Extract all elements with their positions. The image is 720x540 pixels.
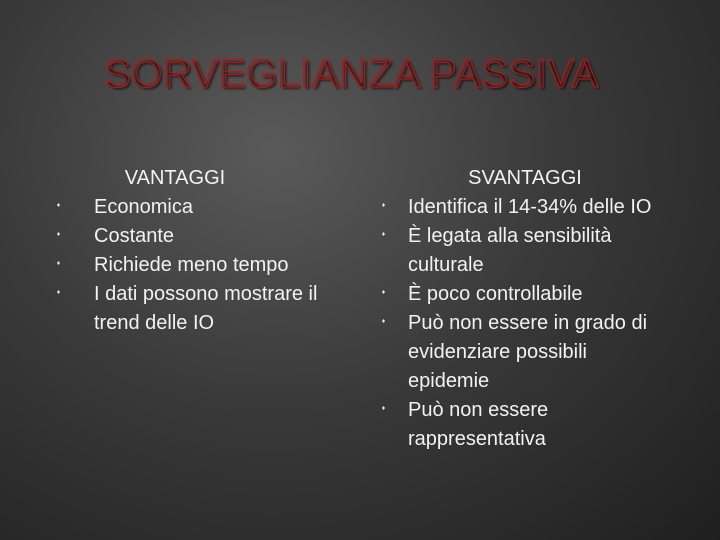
bullet-icon: [382, 232, 385, 235]
list-item: [370, 309, 660, 396]
disadvantages-column: [370, 164, 670, 454]
list-item: [52, 280, 352, 338]
advantages-column: [52, 164, 352, 338]
bullet-icon: [57, 261, 60, 264]
list-item: [52, 251, 352, 280]
bullet-icon: [382, 319, 385, 322]
bullet-icon: [382, 203, 385, 206]
slide-title: SORVEGLIANZA PASSIVA: [104, 52, 599, 96]
list-item: [52, 222, 352, 251]
list-item-text: Può non essere rappresentativa: [408, 399, 549, 450]
list-item-text: I dati possono mostrare il trend delle IO: [94, 283, 318, 334]
list-item: [370, 280, 660, 309]
list-item-text: È legata alla sensibilità culturale: [408, 225, 612, 276]
list-item-text: Costante: [94, 225, 175, 247]
disadvantages-list: [370, 193, 670, 454]
list-item-text: Identifica il 14-34% delle IO: [408, 196, 652, 218]
list-item-text: Richiede meno tempo: [94, 254, 289, 276]
list-item: [370, 222, 660, 280]
list-item-text: È poco controllabile: [408, 283, 583, 305]
list-item-text: Può non essere in grado di evidenziare possibili epidemie: [408, 312, 648, 392]
list-item: [52, 193, 352, 222]
bullet-icon: [382, 406, 385, 409]
bullet-icon: [57, 232, 60, 235]
list-item-text: Economica: [94, 196, 193, 218]
bullet-icon: [57, 290, 60, 293]
bullet-icon: [57, 203, 60, 206]
advantages-heading: VANTAGGI: [124, 167, 226, 189]
list-item: [370, 396, 660, 454]
bullet-icon: [382, 290, 385, 293]
list-item: [370, 193, 660, 222]
disadvantages-heading: SVANTAGGI: [468, 167, 582, 189]
advantages-list: [52, 193, 352, 338]
